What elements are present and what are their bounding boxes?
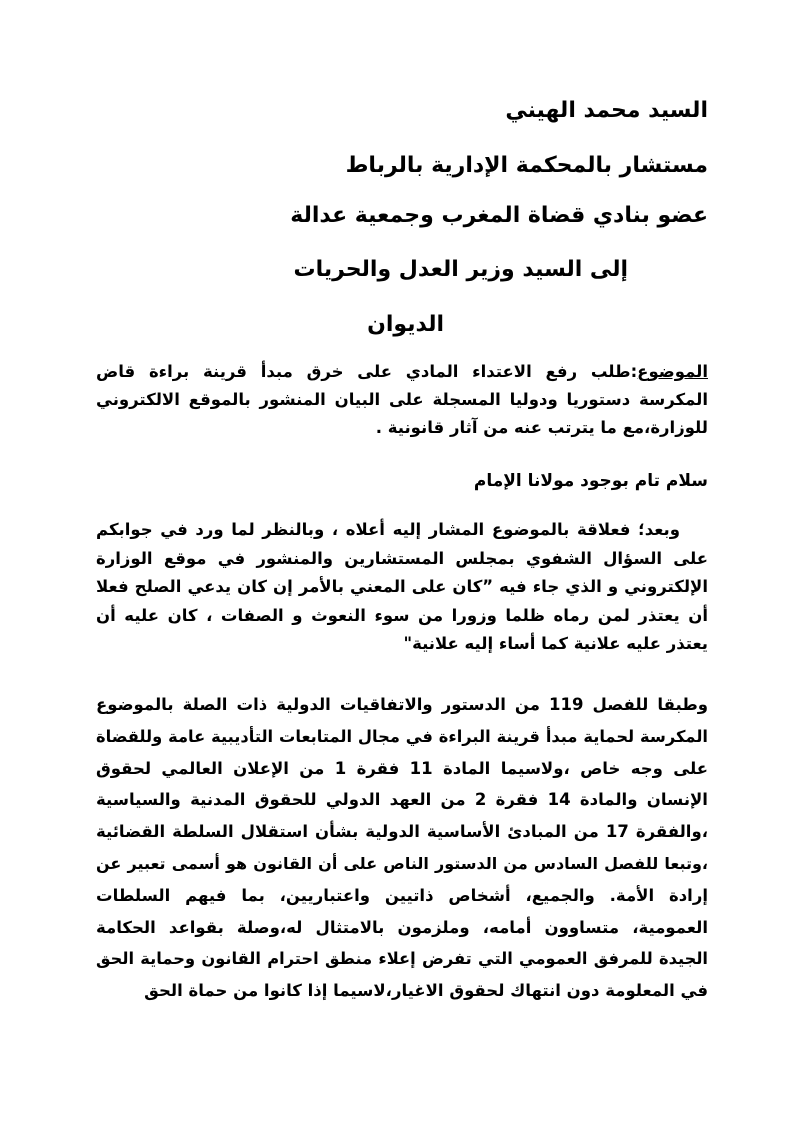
paragraph-line: المكرسة لحماية مبدأ قرينة البراءة في مجال المتابعات التأديبية عامة وللقضاة <box>96 726 708 746</box>
subject-line: للوزارة،مع ما يترتب عنه من آثار قانونية . <box>375 418 708 437</box>
subject-line: المكرسة دستوريا ودوليا المسجلة على البيان المنشور بالموقع الالكتروني <box>96 390 708 409</box>
paragraph-line: على السؤال الشفوي بمجلس المستشارين والمنشور في موقع الوزارة <box>96 548 708 568</box>
paragraph-1 <box>96 516 708 659</box>
sender-position: مستشار بالمحكمة الإدارية بالرباط <box>345 153 708 178</box>
paragraph-line: أن يعتذر لمن رماه ظلما وزورا من سوء النعوث و الصفات ، كان عليه أن <box>96 605 708 625</box>
paragraph-line: ،وتبعا للفصل السادس من الدستور الناص على أن القانون هو أسمى تعبير عن <box>96 853 708 873</box>
paragraph-line: العمومية، متساوون أمامه، وملزمون بالامتثال له،وصلة بقواعد الحكامة <box>96 917 708 937</box>
paragraph-line: على وجه خاص ،ولاسيما المادة 11 فقرة 1 من الإعلان العالمي لحقوق <box>96 758 708 778</box>
recipient-office: الديوان <box>367 312 444 337</box>
paragraph-2 <box>96 689 708 1007</box>
paragraph-line: وبعد؛ فعلاقة بالموضوع المشار إليه أعلاه ، وبالنظر لما ورد في جوابكم <box>96 520 680 539</box>
paragraph-line: الإلكتروني و الذي جاء فيه ”كان على المعني بالأمر إن كان يدعي الصلح فعلا <box>96 577 708 596</box>
paragraph-line: في المعلومة دون انتهاك لحقوق الاغيار،لاسيما إذا كانوا من حماة الحق <box>144 981 708 1001</box>
subject-label: الموضوع <box>637 362 708 381</box>
paragraph-line: يعتذر عليه علانية كما أساء إليه علانية" <box>403 634 708 653</box>
subject-block <box>96 358 708 442</box>
subject-line: الموضوع:طلب رفع الاعتداء المادي على خرق مبدأ قرينة براءة قاض <box>96 362 708 381</box>
paragraph-line: ،والفقرة 17 من المبادئ الأساسية الدولية بشأن استقلال السلطة القضائية <box>96 822 708 842</box>
sender-name: السيد محمد الهيني <box>505 98 708 123</box>
paragraph-line: الجيدة للمرفق العمومي التي تفرض إعلاء منطق احترام القانون وحماية الحق <box>96 949 708 969</box>
greeting: سلام تام بوجود مولانا الإمام <box>473 471 708 491</box>
paragraph-line: وطبقا للفصل 119 من الدستور والاتفاقيات الدولية ذات الصلة بالموضوع <box>96 695 708 714</box>
sender-membership: عضو بنادي قضاة المغرب وجمعية عدالة <box>290 203 708 228</box>
recipient-line: إلى السيد وزير العدل والحريات <box>293 257 628 282</box>
paragraph-line: إرادة الأمة. والجميع، أشخاص ذاتيين واعتباريين، بما فيهم السلطات <box>96 885 708 905</box>
paragraph-line: الإنسان والمادة 14 فقرة 2 من العهد الدولي للحقوق المدنية والسياسية <box>96 790 708 810</box>
